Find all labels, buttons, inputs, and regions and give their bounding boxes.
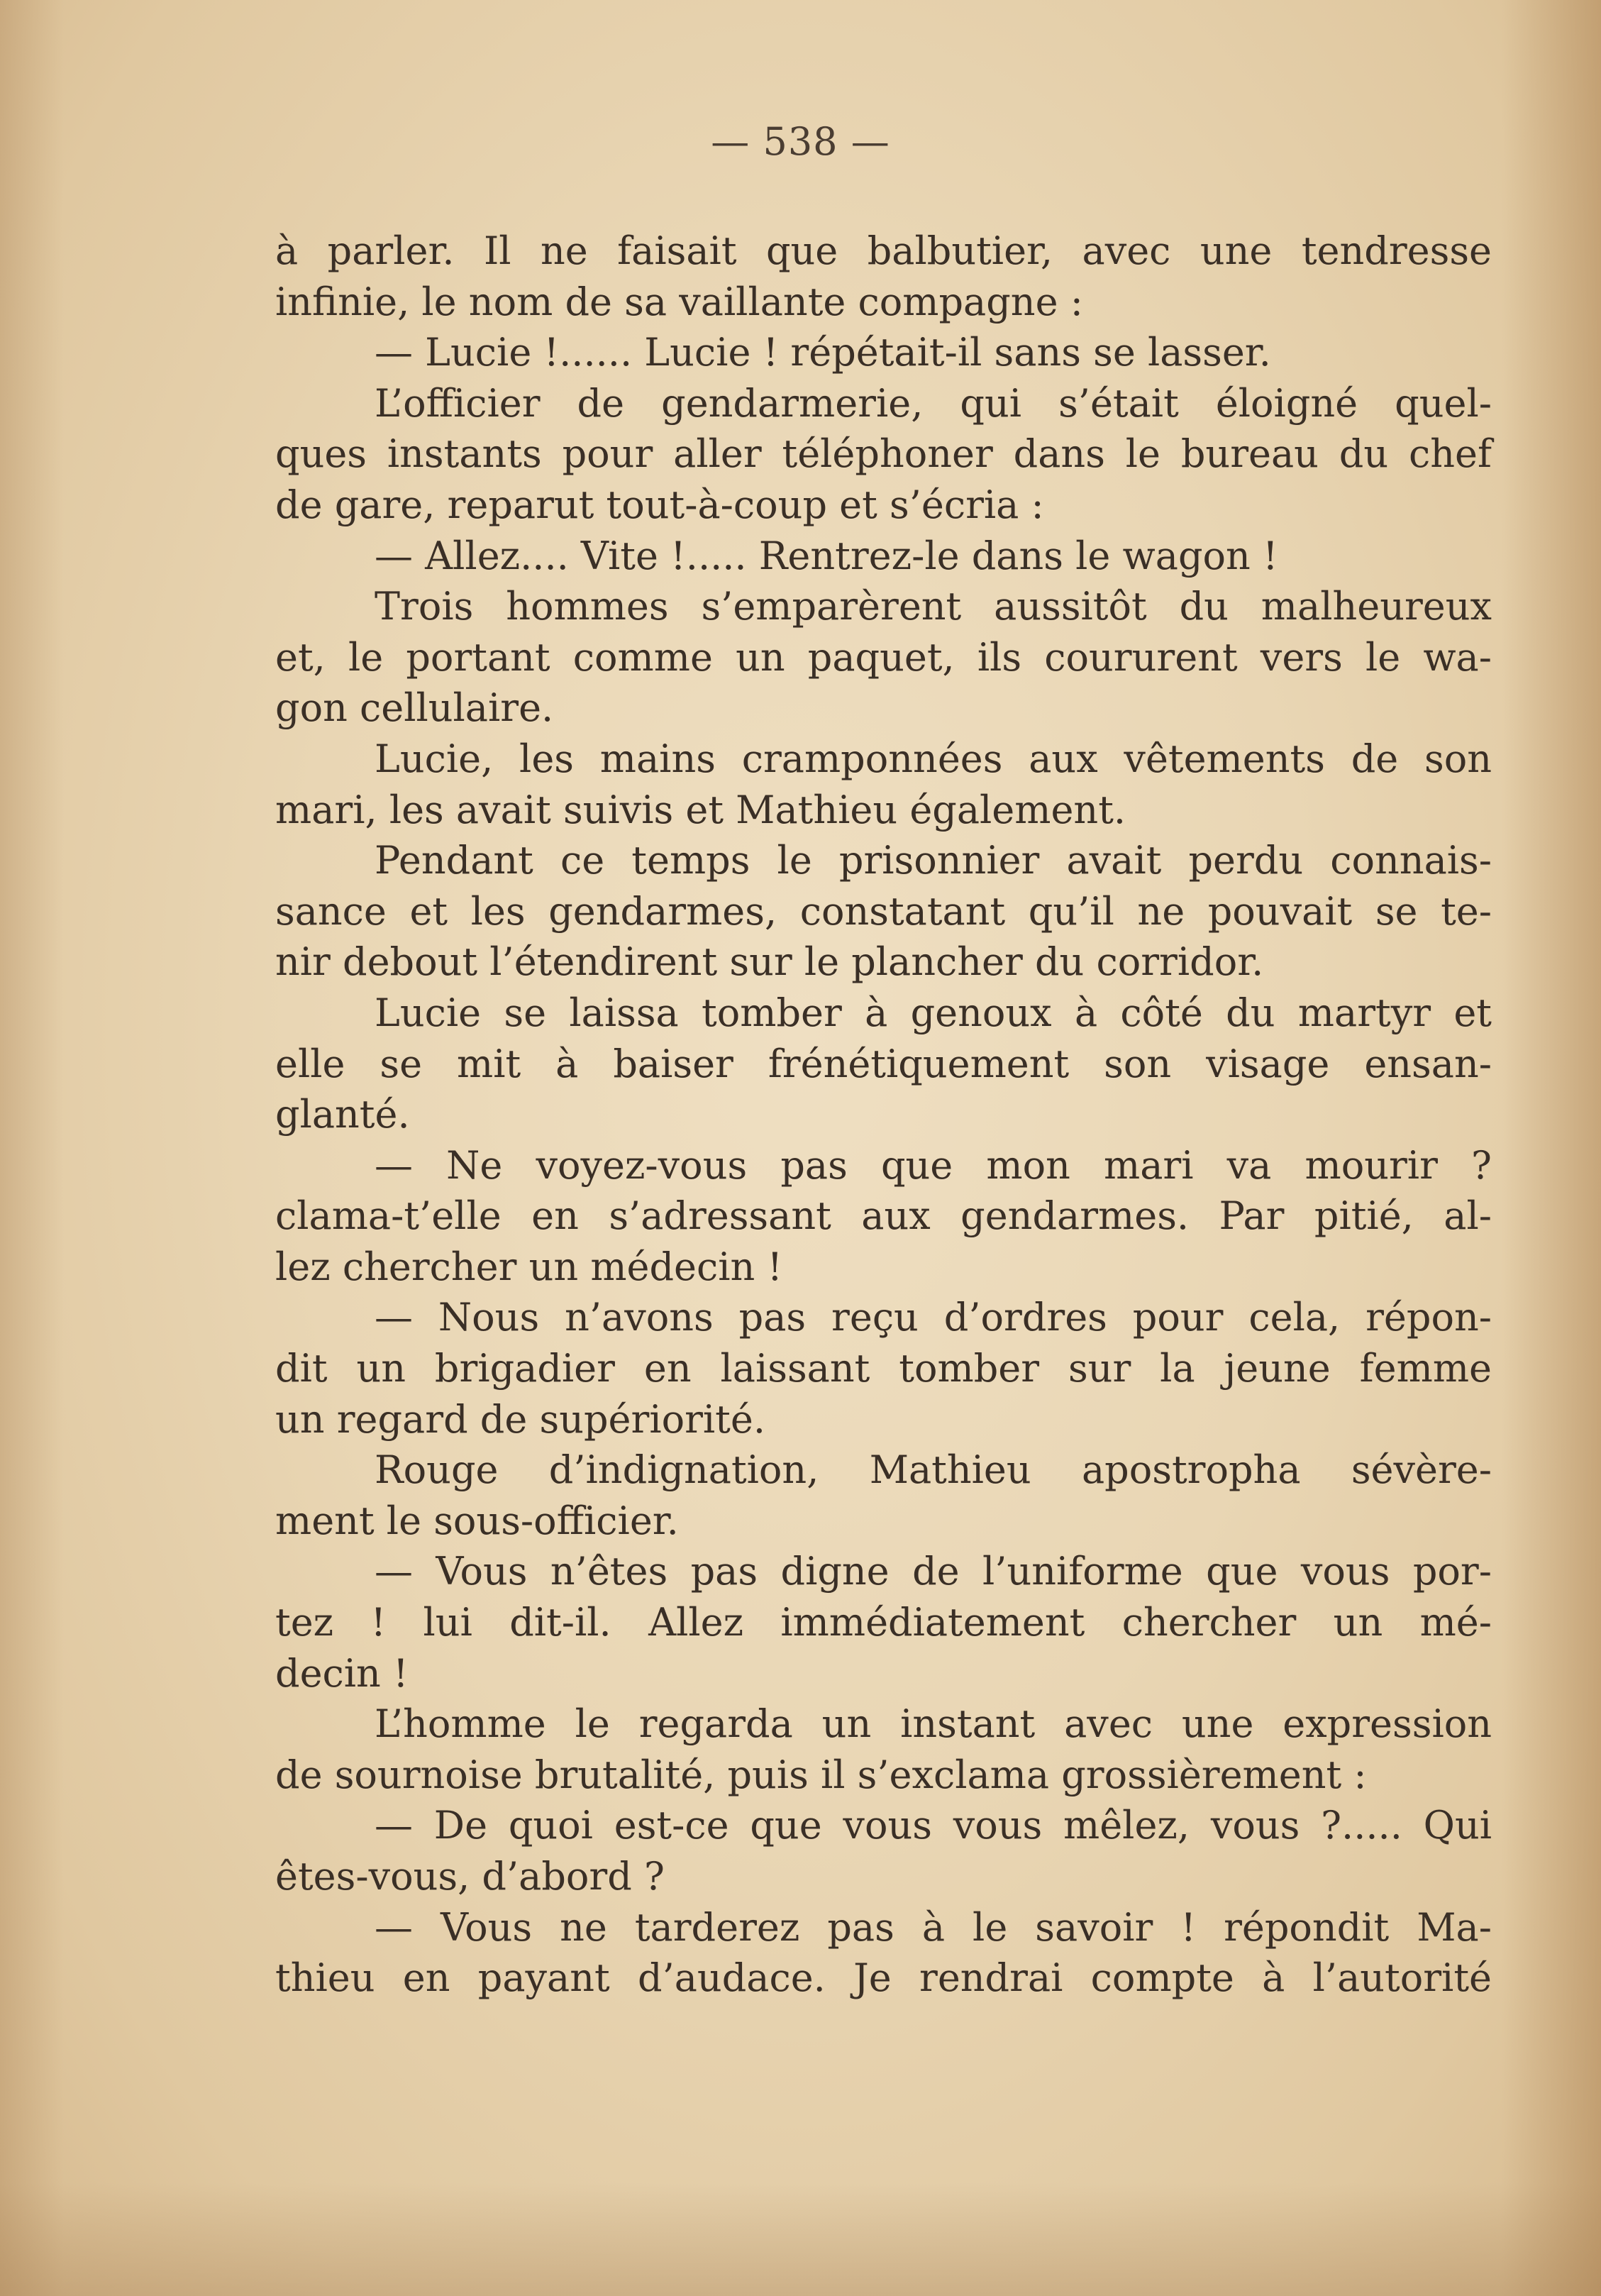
text-line: de gare, reparut tout-à-coup et s’écria : — [275, 482, 1044, 527]
text-line: — Nous n’avons pas reçu d’ordres pour cela, répon- — [375, 1295, 1492, 1340]
text-line: Pendant ce temps le prisonnier avait perdu connais- — [375, 838, 1492, 883]
text-line: Lucie se laissa tomber à genoux à côté du martyr et — [375, 990, 1492, 1035]
text-line: tez ! lui dit-il. Allez immédiatement chercher un mé- — [275, 1600, 1492, 1645]
text-line: — Allez.... Vite !..... Rentrez-le dans le wagon ! — [375, 533, 1278, 578]
text-line: Trois hommes s’emparèrent aussitôt du malheureux — [375, 584, 1492, 629]
text-line: — Ne voyez-vous pas que mon mari va mourir ? — [375, 1142, 1492, 1188]
text-line: thieu en payant d’audace. Je rendrai compte à l’autorité — [275, 1955, 1492, 2001]
text-line: Lucie, les mains cramponnées aux vêtements de son — [375, 736, 1492, 781]
text-line: gon cellulaire. — [275, 685, 554, 731]
text-line: sance et les gendarmes, constatant qu’il ne pouvait se te- — [275, 888, 1492, 934]
body-text — [275, 226, 1492, 2004]
page-edge-shading-bottom — [0, 2182, 1601, 2296]
page-number: — 538 — — [711, 119, 890, 164]
text-line: de sournoise brutalité, puis il s’exclama grossièrement : — [275, 1752, 1367, 1797]
text-line: Rouge d’indignation, Mathieu apostropha sévère- — [375, 1447, 1492, 1493]
text-line: lez chercher un médecin ! — [275, 1244, 783, 1289]
text-line: — Vous ne tarderez pas à le savoir ! répondit Ma- — [375, 1904, 1492, 1950]
text-line: L’officier de gendarmerie, qui s’était éloigné quel- — [375, 380, 1492, 426]
text-line: êtes-vous, d’abord ? — [275, 1854, 665, 1899]
text-line: mari, les avait suivis et Mathieu également. — [275, 787, 1126, 832]
text-line: — De quoi est-ce que vous vous mêlez, vous ?..... Qui — [375, 1803, 1492, 1848]
page-edge-shading-right — [1502, 0, 1601, 2296]
text-line: à parler. Il ne faisait que balbutier, avec une tendresse — [275, 228, 1492, 273]
text-line: et, le portant comme un paquet, ils coururent vers le wa- — [275, 634, 1492, 680]
text-line: nir debout l’étendirent sur le plancher du corridor. — [275, 939, 1264, 985]
text-line: ment le sous-officier. — [275, 1498, 679, 1543]
text-line: ques instants pour aller téléphoner dans le bureau du chef — [275, 431, 1492, 477]
text-line: infinie, le nom de sa vaillante compagne : — [275, 279, 1083, 324]
text-line: elle se mit à baiser frénétiquement son visage ensan- — [275, 1041, 1492, 1086]
text-line: decin ! — [275, 1650, 409, 1696]
page-edge-shading-left — [0, 0, 64, 2296]
text-line: L’homme le regarda un instant avec une expression — [375, 1701, 1492, 1747]
text-line: un regard de supériorité. — [275, 1396, 766, 1442]
text-line: dit un brigadier en laissant tomber sur la jeune femme — [275, 1346, 1492, 1391]
text-line: clama-t’elle en s’adressant aux gendarmes. Par pitié, al- — [275, 1193, 1492, 1239]
text-line: — Vous n’êtes pas digne de l’uniforme que vous por- — [375, 1549, 1492, 1594]
text-line: glanté. — [275, 1092, 410, 1137]
text-line: — Lucie !...... Lucie ! répétait-il sans se lasser. — [375, 330, 1271, 375]
